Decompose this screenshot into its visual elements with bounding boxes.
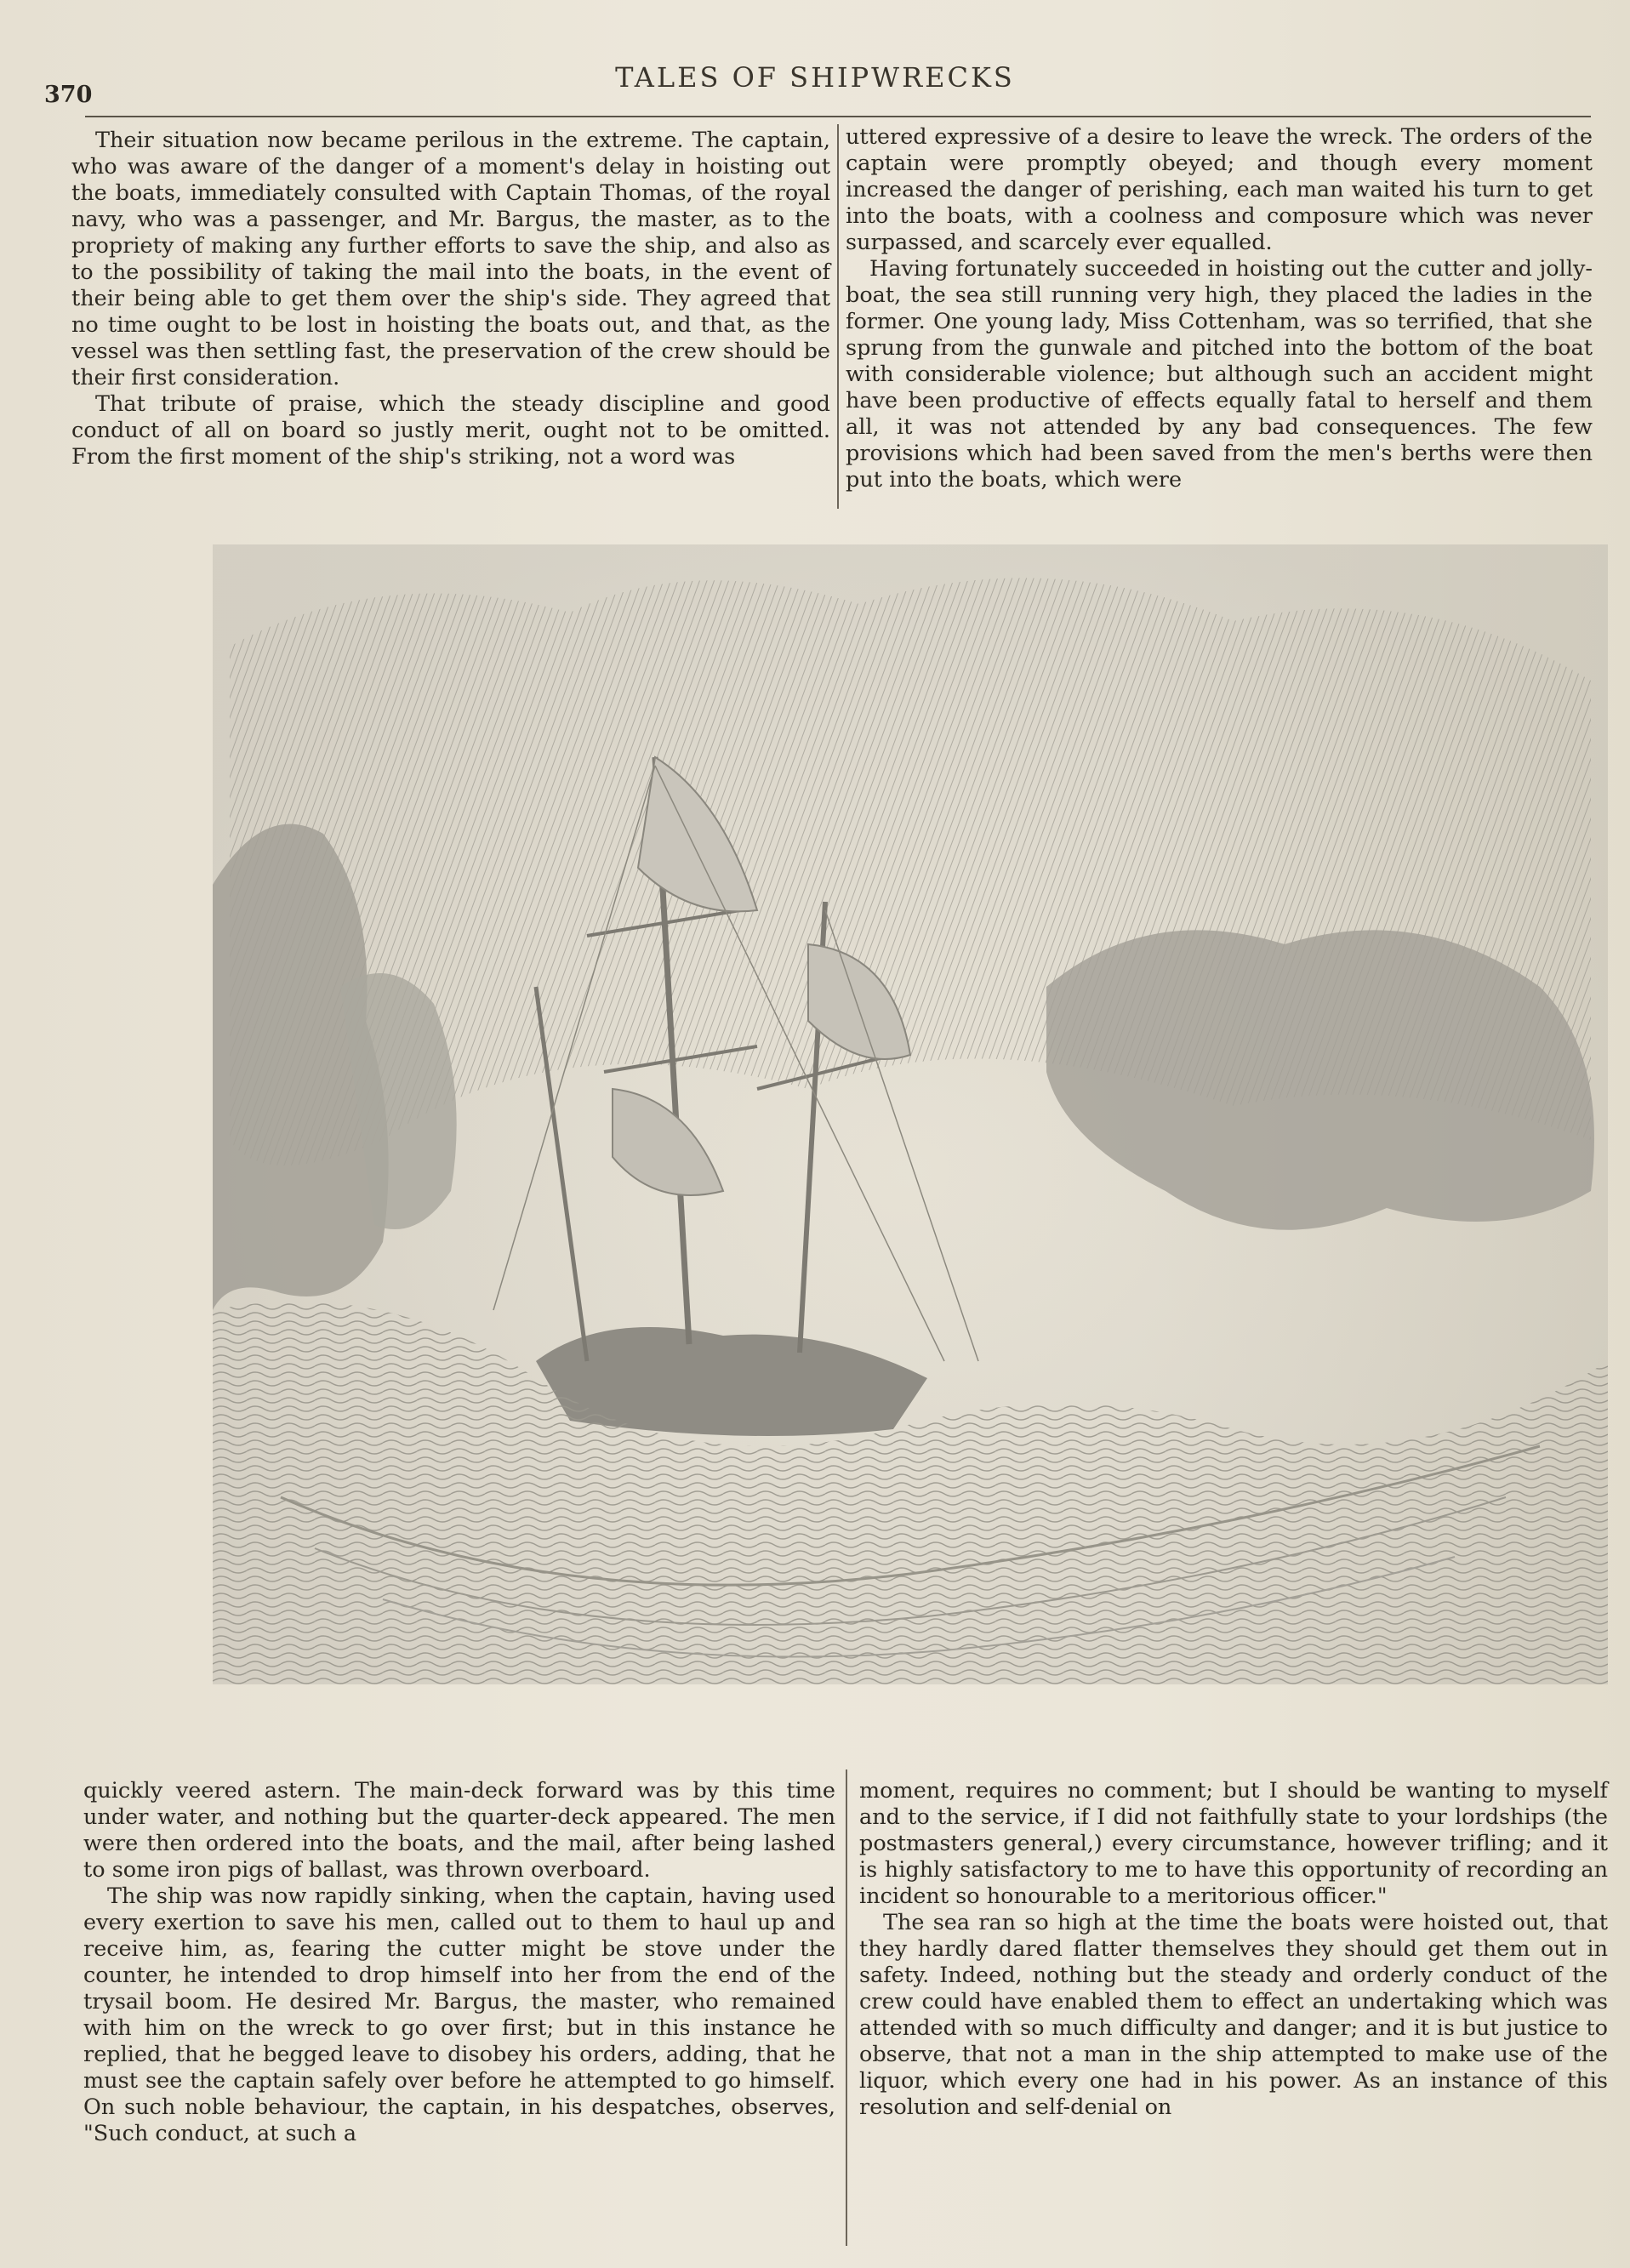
header-rule	[85, 116, 1591, 117]
bottom-left-column	[83, 1778, 835, 2147]
paragraph: moment, requires no comment; but I should be wanting to myself and to the service, if I did not faithfully state to your lordships (the postmasters general,) every circumstance, however trifling; and it is highly satisfactory to me to have this opportunity of recording an incident so honourable to a meritorious officer."	[859, 1778, 1608, 1909]
top-right-column	[846, 124, 1593, 493]
paragraph: Their situation now became perilous in the extreme. The captain, who was aware of the danger of a moment's delay in hoisting out the boats, immediately consulted with Captain Thomas, of the royal navy, who was a passenger, and Mr. Bargus, the master, as to the propriety of making any further efforts to save the ship, and also as to the possibility of taking the mail into the boats, in the event of their being able to get them over the ship's side. They agreed that no time ought to be lost in hoisting the boats out, and that, as the vessel was then settling fast, the preservation of the crew should be their first consideration.	[71, 128, 830, 390]
page-number: 370	[44, 82, 93, 108]
paragraph: quickly veered astern. The main-deck forward was by this time under water, and nothing but the quarter-deck appeared. The men were then ordered into the boats, and the mail, after being lashed to some iron pigs of ballast, was thrown overboard.	[83, 1778, 835, 1883]
column-divider	[837, 124, 839, 509]
paragraph: uttered expressive of a desire to leave the wreck. The orders of the captain were promptly obeyed; and though every moment increased the danger of perishing, each man waited his turn to get into the boats, with a coolness and composure which was never surpassed, and scarcely ever equalled.	[846, 124, 1593, 255]
paragraph: That tribute of praise, which the steady discipline and good conduct of all on board so justly merit, ought not to be omitted. From the first moment of the ship's striking, not a word was	[71, 391, 830, 470]
running-title: TALES OF SHIPWRECKS	[615, 61, 1015, 94]
paragraph: The ship was now rapidly sinking, when the captain, having used every exertion to save his men, called out to them to haul up and receive him, as, fearing the cutter might be stove under the counter, he intended to drop himself into her from the end of the trysail boom. He desired Mr. Bargus, the master, who remained with him on the wreck to go over first; but in this instance he replied, that he begged leave to disobey his orders, adding, that he must see the captain safely over before he attempted to go himself. On such noble behaviour, the captain, in his despatches, observes, "Such conduct, at such a	[83, 1883, 835, 2146]
column-divider	[846, 1769, 847, 2246]
bottom-right-column	[859, 1778, 1608, 2121]
paragraph: The sea ran so high at the time the boats were hoisted out, that they hardly dared flatter themselves they should get them out in safety. Indeed, nothing but the steady and orderly conduct of the crew could have enabled them to effect an undertaking which was attended with so much difficulty and danger; and it is but justice to observe, that not a man in the ship attempted to make use of the liquor, which every one had in his power. As an instance of this resolution and self-denial on	[859, 1910, 1608, 2120]
top-left-column	[71, 128, 830, 470]
shipwreck-engraving	[213, 544, 1608, 1684]
paragraph: Having fortunately succeeded in hoisting out the cutter and jolly-boat, the sea still running very high, they placed the ladies in the former. One young lady, Miss Cottenham, was so terrified, that she sprung from the gunwale and pitched into the bottom of the boat with considerable violence; but although such an accident might have been productive of effects equally fatal to herself and them all, it was not attended by any bad consequences. The few provisions which had been saved from the men's berths were then put into the boats, which were	[846, 256, 1593, 493]
